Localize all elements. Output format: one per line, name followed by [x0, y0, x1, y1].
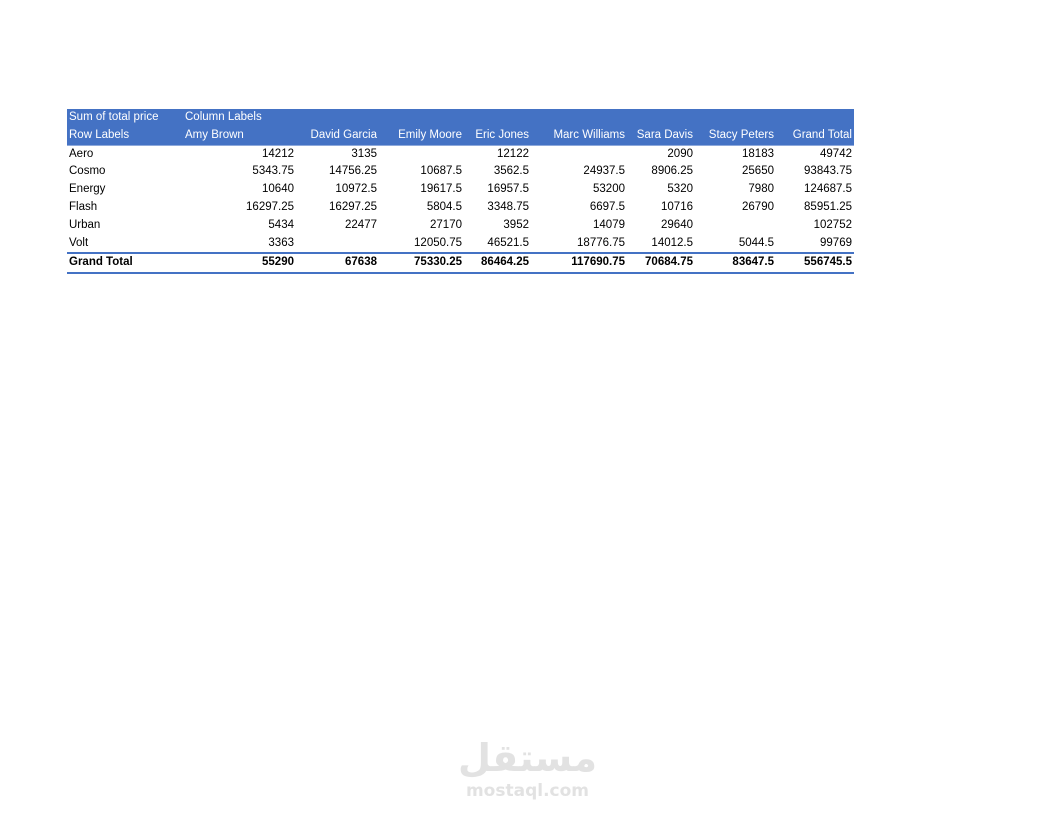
header-spacer-cell: [531, 109, 627, 127]
row-label[interactable]: Cosmo: [69, 165, 106, 178]
value-cell[interactable]: 10687.5: [420, 165, 462, 178]
value-cell[interactable]: 16957.5: [487, 183, 529, 196]
pivot-body: [67, 145, 854, 253]
pivot-table: [67, 109, 854, 274]
value-cell[interactable]: 102752: [813, 218, 852, 231]
value-cell[interactable]: 10972.5: [335, 183, 377, 196]
value-cell[interactable]: [296, 235, 379, 254]
value-cell[interactable]: 5434: [268, 218, 294, 231]
value-cell[interactable]: 12050.75: [414, 236, 462, 249]
value-cell[interactable]: 16297.25: [329, 200, 377, 213]
value-cell[interactable]: 5320: [667, 183, 693, 196]
value-cell[interactable]: 46521.5: [487, 236, 529, 249]
pivot-row: [67, 235, 854, 254]
value-cell[interactable]: 3135: [351, 147, 377, 160]
column-header[interactable]: Amy Brown: [183, 127, 296, 145]
value-cell[interactable]: 3562.5: [493, 165, 529, 178]
value-cell[interactable]: 14079: [593, 218, 625, 231]
header-spacer-cell: [464, 109, 531, 127]
value-cell[interactable]: 18183: [742, 147, 774, 160]
watermark-domain: mostaql.com: [465, 781, 590, 801]
value-cell[interactable]: [695, 217, 776, 235]
value-cell[interactable]: 5343.75: [252, 165, 294, 178]
row-label[interactable]: Volt: [69, 236, 89, 249]
grand-total-label[interactable]: Grand Total: [67, 253, 183, 273]
value-cell[interactable]: 3952: [503, 218, 529, 231]
row-labels-caption[interactable]: Row Labels: [67, 127, 183, 145]
column-header[interactable]: Marc Williams: [531, 127, 627, 145]
grand-total-cell[interactable]: 75330.25: [379, 253, 464, 273]
pivot-row: [67, 217, 854, 235]
row-label[interactable]: Urban: [69, 218, 101, 231]
watermark-arabic-logo: مستقل: [458, 736, 597, 780]
grand-total-cell[interactable]: 86464.25: [464, 253, 531, 273]
header-spacer-cell: [695, 109, 776, 127]
value-cell[interactable]: 8906.25: [651, 165, 693, 178]
value-cell[interactable]: 22477: [345, 218, 377, 231]
row-label[interactable]: Flash: [69, 200, 98, 213]
value-cell[interactable]: 10640: [262, 183, 294, 196]
value-cell[interactable]: 5804.5: [426, 200, 462, 213]
header-spacer-cell: [627, 109, 695, 127]
mostaql-watermark: [440, 735, 615, 801]
value-cell[interactable]: 14012.5: [651, 236, 693, 249]
pivot-row: [67, 181, 854, 199]
grand-total-cell[interactable]: 83647.5: [695, 253, 776, 273]
value-cell[interactable]: 24937.5: [583, 165, 625, 178]
value-cell[interactable]: 93843.75: [804, 165, 852, 178]
value-cell[interactable]: 25650: [742, 165, 774, 178]
header-spacer-cell: [379, 109, 464, 127]
value-cell[interactable]: 3363: [268, 236, 294, 249]
value-cell[interactable]: 7980: [748, 183, 774, 196]
column-header[interactable]: Grand Total: [776, 127, 854, 145]
grand-total-cell[interactable]: 55290: [183, 253, 296, 273]
value-cell[interactable]: 10716: [661, 200, 693, 213]
column-header[interactable]: David Garcia: [296, 127, 379, 145]
column-labels-caption[interactable]: Column Labels: [183, 109, 296, 127]
column-header[interactable]: Emily Moore: [379, 127, 464, 145]
value-cell[interactable]: 124687.5: [804, 183, 852, 196]
value-cell[interactable]: [379, 145, 464, 163]
grand-total-cell[interactable]: 70684.75: [627, 253, 695, 273]
value-cell[interactable]: 12122: [497, 147, 529, 160]
value-cell[interactable]: 18776.75: [577, 236, 625, 249]
value-cell[interactable]: 27170: [430, 218, 462, 231]
grand-total-cell[interactable]: 556745.5: [776, 253, 854, 273]
pivot-row: [67, 199, 854, 217]
value-cell[interactable]: 29640: [661, 218, 693, 231]
pivot-row: [67, 145, 854, 163]
value-cell[interactable]: 6697.5: [589, 200, 625, 213]
header-spacer-cell: [296, 109, 379, 127]
row-label[interactable]: Aero: [69, 147, 94, 160]
value-cell[interactable]: 16297.25: [246, 200, 294, 213]
header-spacer-cell: [776, 109, 854, 127]
column-header[interactable]: Sara Davis: [627, 127, 695, 145]
value-cell[interactable]: 26790: [742, 200, 774, 213]
grand-total-cell[interactable]: 67638: [296, 253, 379, 273]
grand-total-row: [67, 253, 854, 273]
value-cell[interactable]: 49742: [820, 147, 852, 160]
row-label[interactable]: Energy: [69, 183, 106, 196]
value-cell[interactable]: 19617.5: [420, 183, 462, 196]
value-cell[interactable]: 99769: [820, 236, 852, 249]
column-header[interactable]: Stacy Peters: [695, 127, 776, 145]
value-cell[interactable]: [531, 145, 627, 163]
pivot-header-row-2: [67, 127, 854, 145]
value-cell[interactable]: 85951.25: [804, 200, 852, 213]
pivot-value-field-label[interactable]: Sum of total price: [67, 109, 183, 127]
value-cell[interactable]: 14756.25: [329, 165, 377, 178]
value-cell[interactable]: 53200: [593, 183, 625, 196]
grand-total-cell[interactable]: 117690.75: [531, 253, 627, 273]
column-header[interactable]: Eric Jones: [464, 127, 531, 145]
value-cell[interactable]: 5044.5: [738, 236, 774, 249]
value-cell[interactable]: 14212: [262, 147, 294, 160]
pivot-row: [67, 163, 854, 181]
pivot-header-row-1: [67, 109, 854, 127]
value-cell[interactable]: 3348.75: [487, 200, 529, 213]
value-cell[interactable]: 2090: [667, 147, 693, 160]
